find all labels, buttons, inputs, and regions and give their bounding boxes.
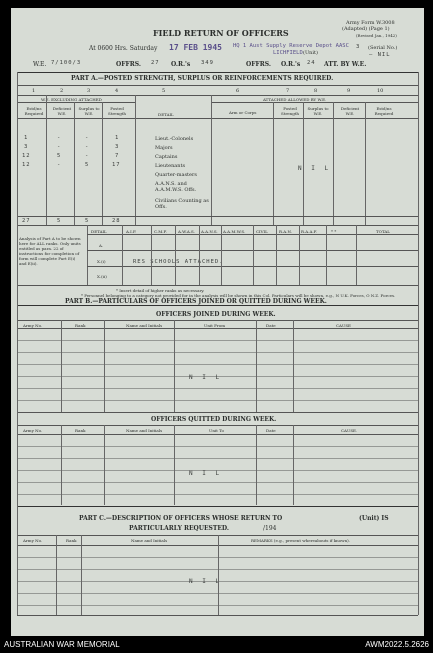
value-cell: - [85,144,90,150]
col-number: 4 [115,88,119,94]
rank-label: Captains [155,154,178,160]
col-number: 3 [87,88,91,94]
divider [17,216,418,217]
location-stamp: LICHFIELD [273,50,303,56]
col-header: Army No. [23,323,43,328]
divider [102,102,103,225]
col-header: CAUSE. [341,428,358,433]
divider [17,352,418,353]
ors2-value: 24 [307,60,316,66]
quitted-nil: N I L [189,470,223,477]
value-cell: 7 [115,153,120,159]
attached-allowed: ATTACHED ALLOWED BY W.E. [263,97,327,102]
divider [326,225,327,285]
total-cell: 27 [22,218,31,224]
divider [151,225,152,285]
we-excluding-attached: W.E. EXCLUDING ATTACHED [41,97,102,102]
divider [17,328,418,329]
divider [218,535,219,615]
divider [104,320,105,412]
divider [199,225,200,285]
value-cell: - [57,144,62,150]
part-c-nil: N I L [189,578,223,585]
divider [104,425,105,505]
analysis-header: DETAIL [91,229,107,234]
ors-value: 349 [201,60,214,66]
divider [61,320,62,412]
col-header: CAUSE [336,323,351,328]
col-header: Date [266,428,276,433]
value-cell: 1 [24,135,29,141]
rank-label: Quarter-masters [155,172,197,178]
value-cell: 3 [24,144,29,150]
subheader: Posted Strength [281,106,299,116]
divider [293,320,294,412]
col-number: 2 [60,88,64,94]
rank-label: Lieut.-Colonels [155,136,194,142]
value-cell: 5 [85,162,90,168]
nil-right: — NIL [369,52,391,58]
divider [56,535,57,615]
quitted-heading: OFFICERS QUITTED DURING WEEK. [151,416,277,423]
footnote-1: * Insert detail of higher ranks as necessary. [116,288,205,293]
part-c-heading-1: PART C.—DESCRIPTION OF OFFICERS WHOSE RETURN TO [79,515,283,522]
divider [17,95,418,96]
unit-label: (Unit) [303,50,318,56]
col-number: 5 [162,88,166,94]
part-c-heading-date: /194 [263,525,277,532]
value-cell: - [57,135,62,141]
serial-label: (Serial No.) [368,45,398,51]
rank-label: A.A.N.S. and A.A.M.W.S. Offs. [155,181,197,193]
joined-heading: OFFICERS JOINED DURING WEEK. [156,311,276,318]
rank-label: Lieutenants [155,163,186,169]
att-by-we-label: ATT. BY W.E. [324,61,367,68]
analysis-header: R.A.A.F. [301,229,318,234]
value-cell: - [57,162,62,168]
col-header: Rank [66,538,77,543]
revised-label: (Revised Jan., 1942) [356,33,397,38]
divider [135,95,136,225]
we-value: 7/100/3 [51,60,82,66]
divider [61,425,62,505]
col-number: 9 [347,88,351,94]
value-cell: 12 [22,153,31,159]
ors-label: O.R.'s [171,61,191,68]
offrs-label: OFFRS. [116,61,141,68]
form-title: FIELD RETURN OF OFFICERS [153,28,289,38]
analysis-row-xi: X.(i) [97,259,106,264]
col-number: 10 [377,88,384,94]
total-cell: 5 [85,218,90,224]
value-cell: 5 [57,153,62,159]
subheader: Posted Strength [108,106,126,116]
divider [17,285,418,286]
date-stamp: 17 FEB 1945 [169,43,222,52]
divider [17,482,418,483]
subheader: Estd/ns Required [374,106,394,116]
divider [46,95,47,225]
divider [17,434,418,435]
analysis-header: C.M.F. [154,229,167,234]
divider [174,320,175,412]
divider [17,388,418,389]
part-a-nil: N I L [298,165,332,172]
unit-stamp: HQ 1 Aust Supply Reserve Depot AASC [233,43,349,49]
footer-credit: AUSTRALIAN WAR MEMORIAL [4,640,120,649]
divider [365,102,366,225]
divider [17,118,418,119]
subheader: Arm or Corps [229,110,257,115]
ors2-label: O.R.'s [281,61,301,68]
divider [303,102,304,225]
divider [221,225,222,285]
analysis-row-xii: X.(ii) [97,274,107,279]
divider [293,425,294,505]
divider [211,95,212,225]
total-cell: 28 [112,218,121,224]
army-form-number: Army Form W.3008 [346,20,395,26]
divider [122,225,123,285]
col-number: 6 [236,88,240,94]
divider [17,412,418,413]
analysis-header: A.I.F. [126,229,137,234]
analysis-typed-note: RES SCHOOLS ATTACHED. [133,259,224,265]
col-header: Unit To [209,428,224,433]
divider [81,535,82,615]
col-header: Army No. [23,538,43,543]
divider [211,102,418,103]
divider [333,102,334,225]
part-a-heading: PART A.—POSTED STRENGTH, SURPLUS OR REINFORCEMENTS REQUIRED. [71,75,334,82]
subheader: Estd/ns Required [24,106,44,116]
analysis-header: A.A.N.S. [201,229,218,234]
divider [299,225,300,285]
divider [253,225,254,285]
divider [17,364,418,365]
part-b-heading: PART B.—PARTICULARS OF OFFICERS JOINED OR QUITTED DURING WEEK. [65,298,327,305]
offrs2-label: OFFRS. [246,61,271,68]
divider [17,340,418,341]
col-header: Rank [75,428,86,433]
value-cell: - [85,153,90,159]
footer-bar [0,636,433,653]
rank-label: Majors [155,145,173,151]
subheader: Surplus to W.E. [78,106,100,116]
analysis-header: R.A.N. [279,229,292,234]
divider [17,225,418,226]
col-header: Date [266,323,276,328]
analysis-row-a: A. [99,243,104,248]
offrs-value: 27 [151,60,160,66]
value-cell: 17 [112,162,121,168]
analysis-header: A.W.A.S. [178,229,195,234]
divider [356,225,357,285]
divider [256,425,257,505]
analysis-header: CIVIL [256,229,268,234]
part-c-heading-unit: (Unit) IS [359,515,389,522]
col-header: Name and Initials [126,323,163,328]
joined-nil: N I L [189,374,223,381]
col-header: REMARKS (e.g., present whereabouts if known). [251,538,350,543]
subheader: Surplus to W.E. [307,106,329,116]
divider [276,225,277,285]
col-header: Name and Initials [126,428,163,433]
divider [17,494,418,495]
value-cell: 1 [115,135,120,141]
subheader: Deficient W.E. [52,106,72,116]
col-number: 7 [286,88,290,94]
divider [17,305,418,306]
col-header: Unit From [204,323,225,328]
value-cell: 3 [115,144,120,150]
divider [17,458,418,459]
col-number: 8 [314,88,318,94]
divider [17,506,418,507]
analysis-header: * * [331,229,337,234]
part-c-heading-2: PARTICULARLY REQUESTED. [129,525,229,532]
footer-accession: AWM2022.5.2626 [365,640,429,649]
frame-left [17,72,18,615]
footnote-2: * Personnel belonging to a category not provided for in the analysis will be shown in this Col. Particulars will be shown, e.g., N U.K. Forces, O N.Z. Forces. [81,293,396,298]
col-number: 1 [32,88,36,94]
serial-value: 3 [356,44,361,50]
analysis-header: TOTAL [376,229,390,234]
frame-right [418,72,419,615]
divider [17,320,418,321]
divider [17,102,135,103]
subheader: DETAIL [158,112,174,117]
total-cell: 5 [57,218,62,224]
value-cell: 12 [22,162,31,168]
divider [175,225,176,285]
divider [17,85,418,86]
adapted-label: (Adapted) (Page 1) [342,26,390,32]
divider [17,615,418,616]
analysis-header: A.A.M.W.S. [223,229,246,234]
value-cell: - [85,135,90,141]
form-sheet [11,8,424,636]
subheader: Deficient W.E. [340,106,360,116]
divider [273,102,274,225]
divider [17,72,418,73]
rank-label: Civilians Counting as Offs. [155,198,209,210]
analysis-note: Analysis of Part A to be shown here for ALL ranks. Only units entitled as para. 22 of instructions for completion of form will complete Part E(i) and E(ii). [19,236,81,266]
col-header: Army No. [23,428,43,433]
divider [17,425,418,426]
divider [256,320,257,412]
divider [74,102,75,225]
divider [17,400,418,401]
we-label: W.E. [33,61,47,68]
col-header: Name and Initials [131,538,168,543]
divider [17,446,418,447]
divider [174,425,175,505]
col-header: Rank [75,323,86,328]
at-hours-label: At 0600 Hrs. Saturday [89,45,158,52]
